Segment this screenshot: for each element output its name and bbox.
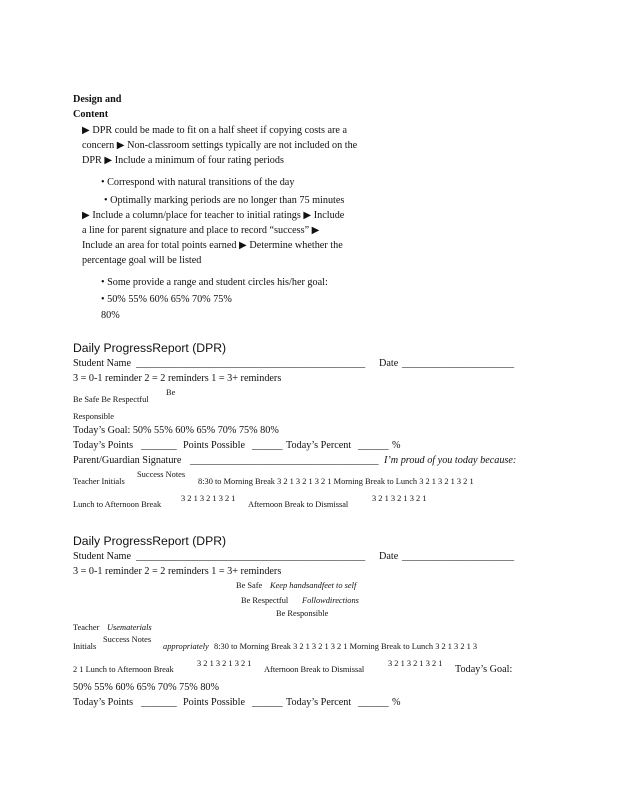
form2-percent-sign: % [392, 697, 401, 708]
form2-title: Daily ProgressReport (DPR) [73, 534, 227, 548]
form2-be-responsible: Be Responsible [276, 609, 329, 618]
form1-lunch-afternoon: Lunch to Afternoon Break [73, 500, 162, 509]
form1-proud-text: I’m proud of you today because: [384, 455, 517, 466]
form1-todays-percent-field[interactable]: ______ [358, 440, 389, 451]
form1-responsible: Responsible [73, 412, 114, 421]
form2-initials: Initials [73, 642, 97, 651]
form2-teacher: Teacher [73, 623, 100, 632]
design-line: Include an area for total points earned ▶ Determine whether the [82, 240, 343, 251]
form2-follow-directions: Followdirections [302, 596, 359, 605]
form2-be-respectful: Be Respectful [241, 596, 289, 605]
form1-schedule-row1: 8:30 to Morning Break 3 2 1 3 2 1 3 2 1 Morning Break to Lunch 3 2 1 3 2 1 3 2 1 [198, 477, 474, 486]
form2-appropriately: appropriately [163, 642, 209, 651]
form1-ratings-a: 3 2 1 3 2 1 3 2 1 [181, 494, 236, 503]
form2-schedule-row2: 2 1 Lunch to Afternoon Break [73, 665, 174, 674]
form2-use-materials: Usematerials [107, 623, 152, 632]
form1-success-notes: Success Notes [137, 470, 186, 479]
form2-todays-points-label: Today’s Points [73, 697, 134, 708]
form1-parent-signature-label: Parent/Guardian Signature [73, 455, 182, 466]
form1-teacher-initials: Teacher Initials [73, 477, 125, 486]
form1-afternoon-dismissal: Afternoon Break to Dismissal [248, 500, 349, 509]
design-bullet: • Some provide a range and student circles his/her goal: [101, 277, 328, 288]
form2-success-notes: Success Notes [103, 635, 152, 644]
design-line: DPR ▶ Include a minimum of four rating periods [82, 155, 284, 166]
form2-todays-points-field[interactable]: _______ [141, 697, 177, 708]
form2-keep-hands: Keep handsandfeet to self [270, 581, 357, 590]
form1-student-name-field[interactable]: _____________________________________________ [136, 358, 366, 369]
form2-date-label: Date [379, 551, 399, 562]
form1-points-possible-label: Points Possible [183, 440, 245, 451]
form1-parent-signature-field[interactable]: _____________________________________ [190, 455, 379, 466]
form1-ratings-b: 3 2 1 3 2 1 3 2 1 [372, 494, 427, 503]
form2-date-field[interactable]: ______________________ [402, 551, 515, 562]
design-bullet: • Optimally marking periods are no longer than 75 minutes [104, 195, 345, 206]
form2-ratings-b: 3 2 1 3 2 1 3 2 1 [388, 659, 443, 668]
design-heading-line2: Content [73, 109, 109, 120]
design-line: ▶ Include a column/place for teacher to initial ratings ▶ Include [82, 210, 345, 221]
form1-percent-sign: % [392, 440, 401, 451]
form1-be-safe-respectful: Be Safe Be Respectful [73, 395, 149, 404]
form2-reminders-scale: 3 = 0-1 reminder 2 = 2 reminders 1 = 3+ reminders [73, 566, 282, 577]
form1-reminders-scale: 3 = 0-1 reminder 2 = 2 reminders 1 = 3+ reminders [73, 373, 282, 384]
form2-student-name-label: Student Name [73, 551, 132, 562]
form2-ratings-a: 3 2 1 3 2 1 3 2 1 [197, 659, 252, 668]
form1-date-label: Date [379, 358, 399, 369]
form2-goal-values: 50% 55% 60% 65% 70% 75% 80% [73, 682, 219, 693]
form1-todays-percent-label: Today’s Percent [286, 440, 352, 451]
form1-be-sup: Be [166, 388, 176, 397]
form1-title: Daily ProgressReport (DPR) [73, 341, 227, 355]
form1-todays-points-label: Today’s Points [73, 440, 134, 451]
form2-points-possible-label: Points Possible [183, 697, 245, 708]
form1-todays-goal: Today’s Goal: 50% 55% 60% 65% 70% 75% 80% [73, 425, 279, 436]
form2-points-possible-field[interactable]: ______ [252, 697, 283, 708]
design-line: concern ▶ Non-classroom settings typically are not included on the [82, 140, 358, 151]
form1-date-field[interactable]: ______________________ [402, 358, 515, 369]
design-bullet: • 50% 55% 60% 65% 70% 75% [101, 294, 232, 305]
form2-afternoon-dismissal: Afternoon Break to Dismissal [264, 665, 365, 674]
form2-todays-percent-label: Today’s Percent [286, 697, 352, 708]
form2-todays-percent-field[interactable]: ______ [358, 697, 389, 708]
design-line: ▶ DPR could be made to fit on a half sheet if copying costs are a [82, 125, 347, 136]
form2-todays-goal-label: Today’s Goal: [455, 664, 513, 675]
form2-schedule-row1: 8:30 to Morning Break 3 2 1 3 2 1 3 2 1 Morning Break to Lunch 3 2 1 3 2 1 3 [214, 642, 478, 651]
form1-student-name-label: Student Name [73, 358, 132, 369]
design-bullet: • Correspond with natural transitions of the day [101, 177, 295, 188]
form2-be-safe: Be Safe [236, 581, 263, 590]
design-line: a line for parent signature and place to record “success” ▶ [82, 225, 320, 236]
form1-points-possible-field[interactable]: ______ [252, 440, 283, 451]
form1-todays-points-field[interactable]: _______ [141, 440, 177, 451]
design-line: 80% [101, 310, 120, 321]
design-heading-line1: Design and [73, 94, 122, 105]
design-line: percentage goal will be listed [82, 255, 202, 266]
form2-student-name-field[interactable]: _____________________________________________ [136, 551, 366, 562]
